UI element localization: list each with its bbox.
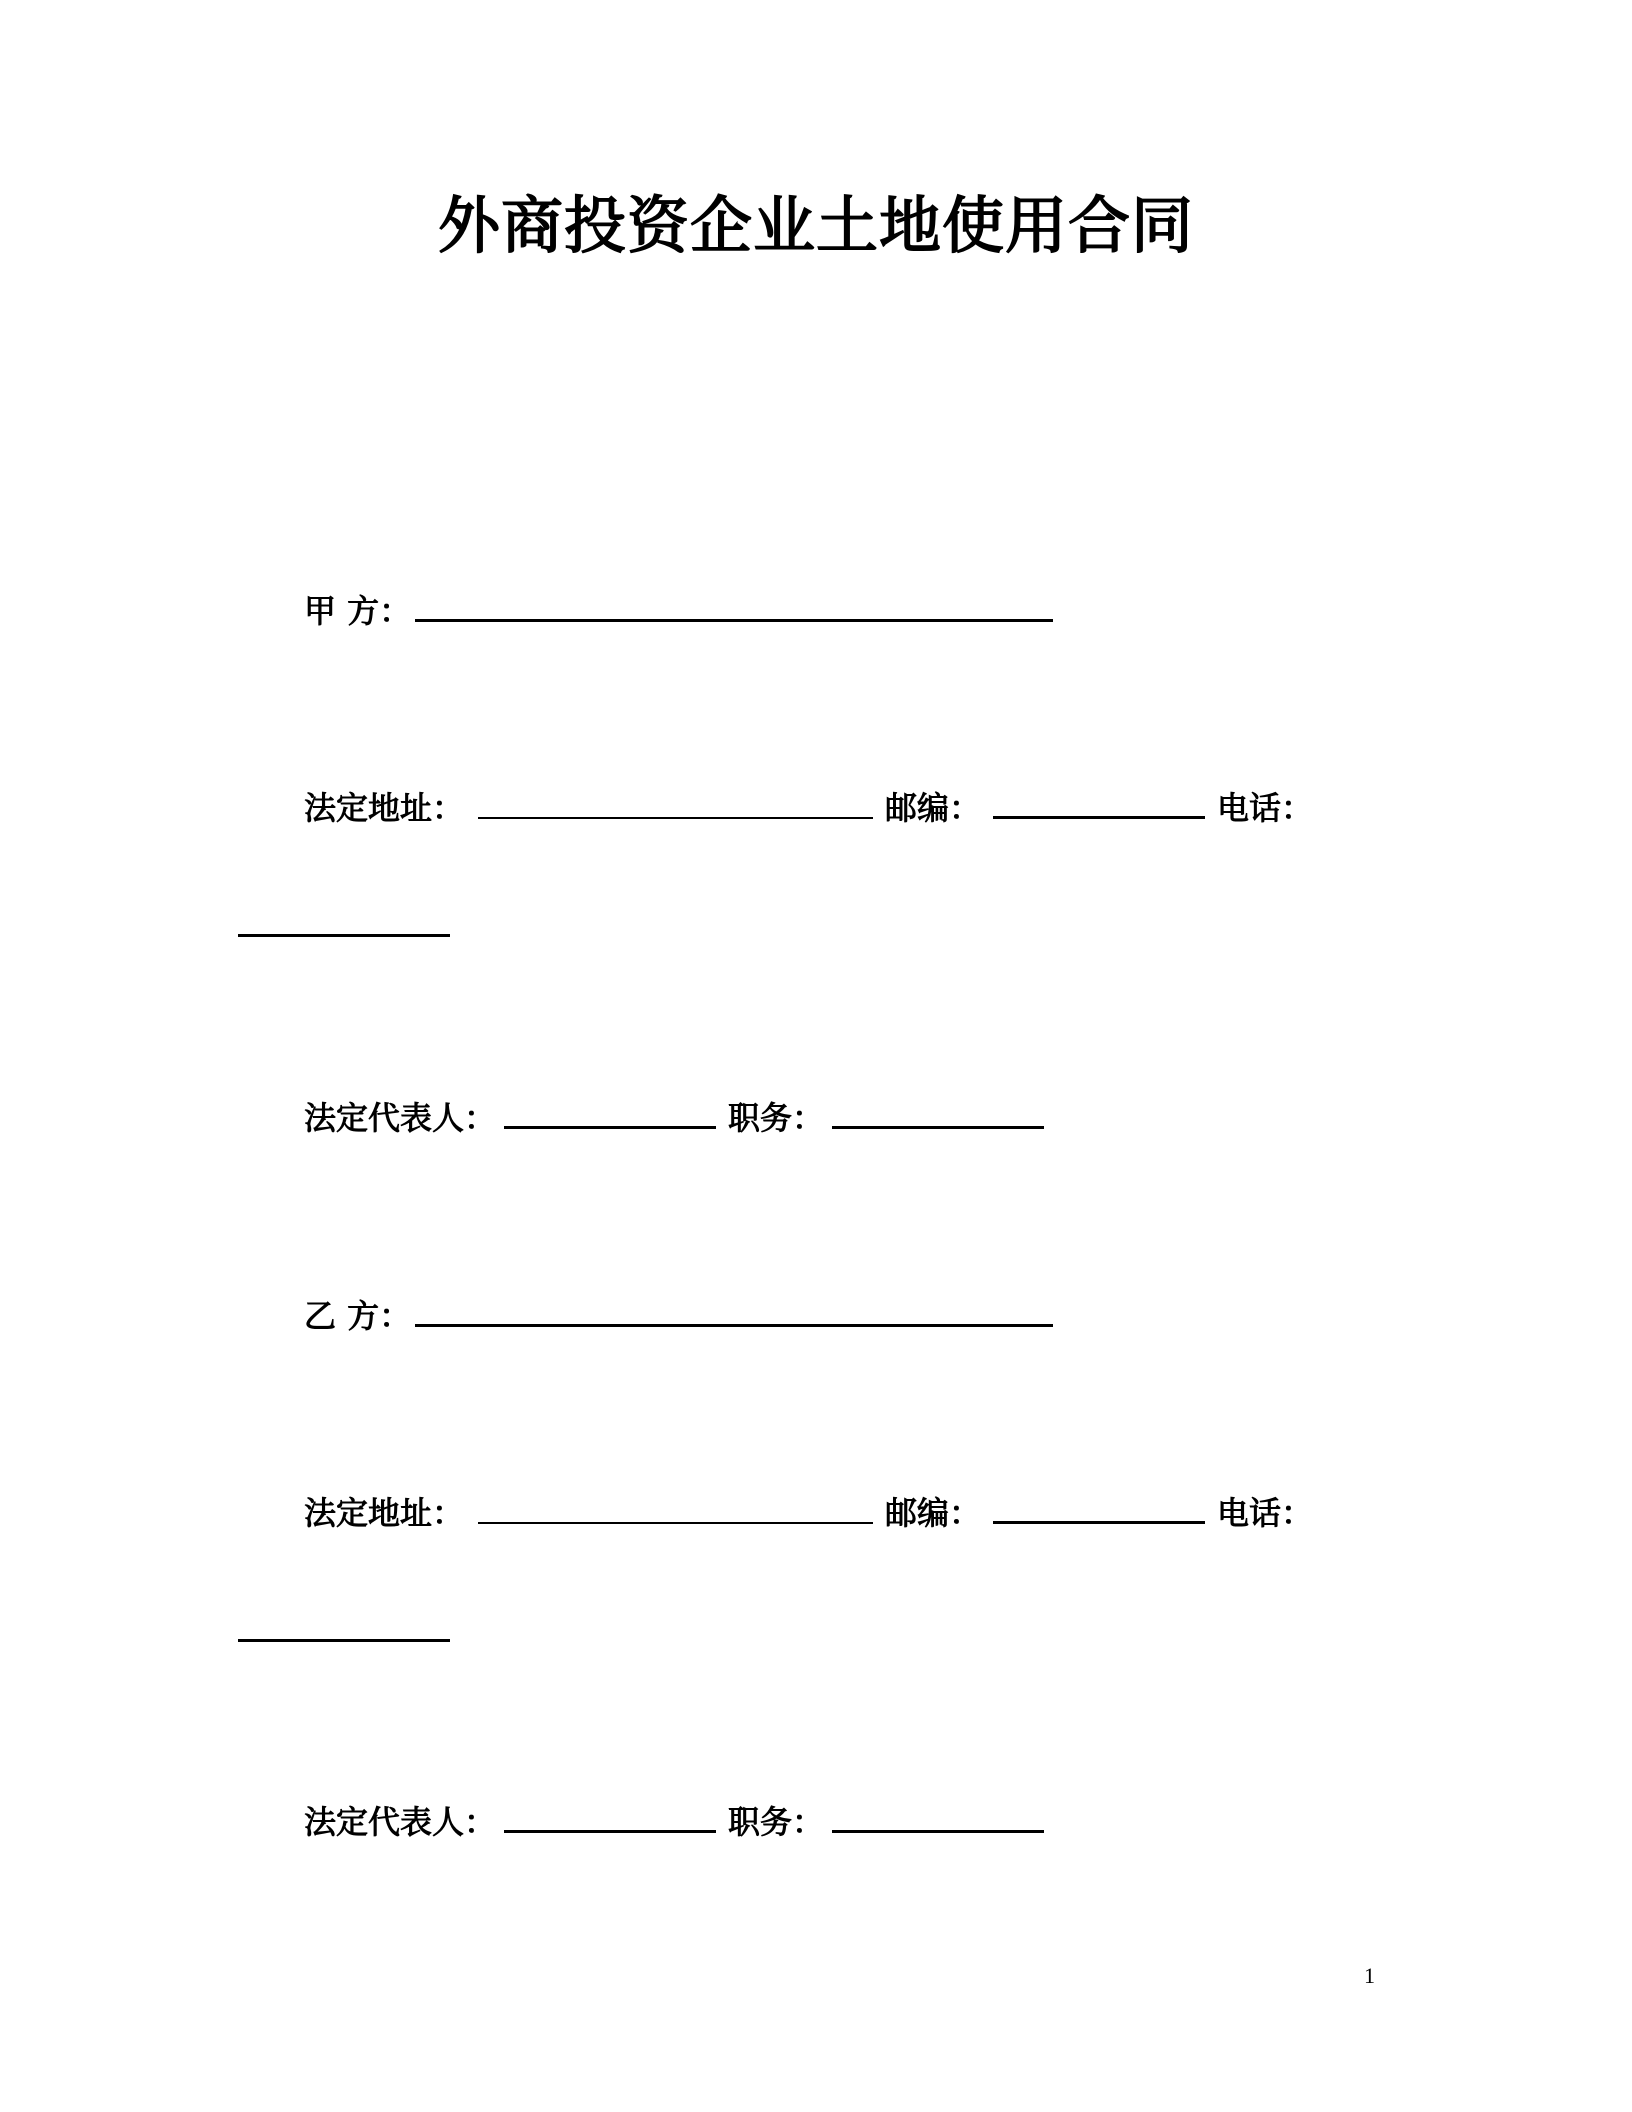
document-title: 外商投资企业土地使用合同 xyxy=(437,189,1194,262)
party-a-address-blank[interactable] xyxy=(478,793,873,819)
party-b-label: 乙 方： xyxy=(304,1297,412,1335)
party-a-line xyxy=(304,592,1053,630)
party-a-phone-blank[interactable] xyxy=(238,910,450,937)
party-a-label: 甲 方： xyxy=(304,592,412,630)
party-a-position-label: 职务： xyxy=(728,1099,825,1137)
party-b-phone-label: 电话： xyxy=(1217,1494,1314,1532)
party-b-postcode-blank[interactable] xyxy=(993,1497,1205,1524)
party-a-phone-continuation xyxy=(238,910,450,942)
party-b-position-blank[interactable] xyxy=(832,1806,1044,1833)
party-b-representative-line xyxy=(304,1803,1044,1841)
party-b-address-blank[interactable] xyxy=(478,1498,873,1524)
page-number: 1 xyxy=(1364,1963,1375,1988)
party-a-representative-blank[interactable] xyxy=(504,1102,716,1129)
party-a-address-label: 法定地址： xyxy=(304,789,465,827)
party-b-phone-continuation xyxy=(238,1615,450,1647)
party-b-phone-blank[interactable] xyxy=(238,1615,450,1642)
party-b-position-label: 职务： xyxy=(728,1803,825,1841)
party-a-position-blank[interactable] xyxy=(832,1102,1044,1129)
party-b-postcode-label: 邮编： xyxy=(885,1494,982,1532)
party-b-address-line xyxy=(304,1494,1314,1532)
party-b-address-label: 法定地址： xyxy=(304,1494,465,1532)
party-a-postcode-blank[interactable] xyxy=(993,792,1205,819)
party-a-phone-label: 电话： xyxy=(1217,789,1314,827)
party-a-representative-label: 法定代表人： xyxy=(304,1099,497,1137)
party-a-address-line xyxy=(304,789,1314,827)
party-b-representative-blank[interactable] xyxy=(504,1806,716,1833)
party-a-postcode-label: 邮编： xyxy=(885,789,982,827)
party-b-blank[interactable] xyxy=(415,1300,1053,1327)
party-a-blank[interactable] xyxy=(415,595,1053,622)
party-a-representative-line xyxy=(304,1099,1044,1137)
party-b-representative-label: 法定代表人： xyxy=(304,1803,497,1841)
party-b-line xyxy=(304,1297,1053,1335)
